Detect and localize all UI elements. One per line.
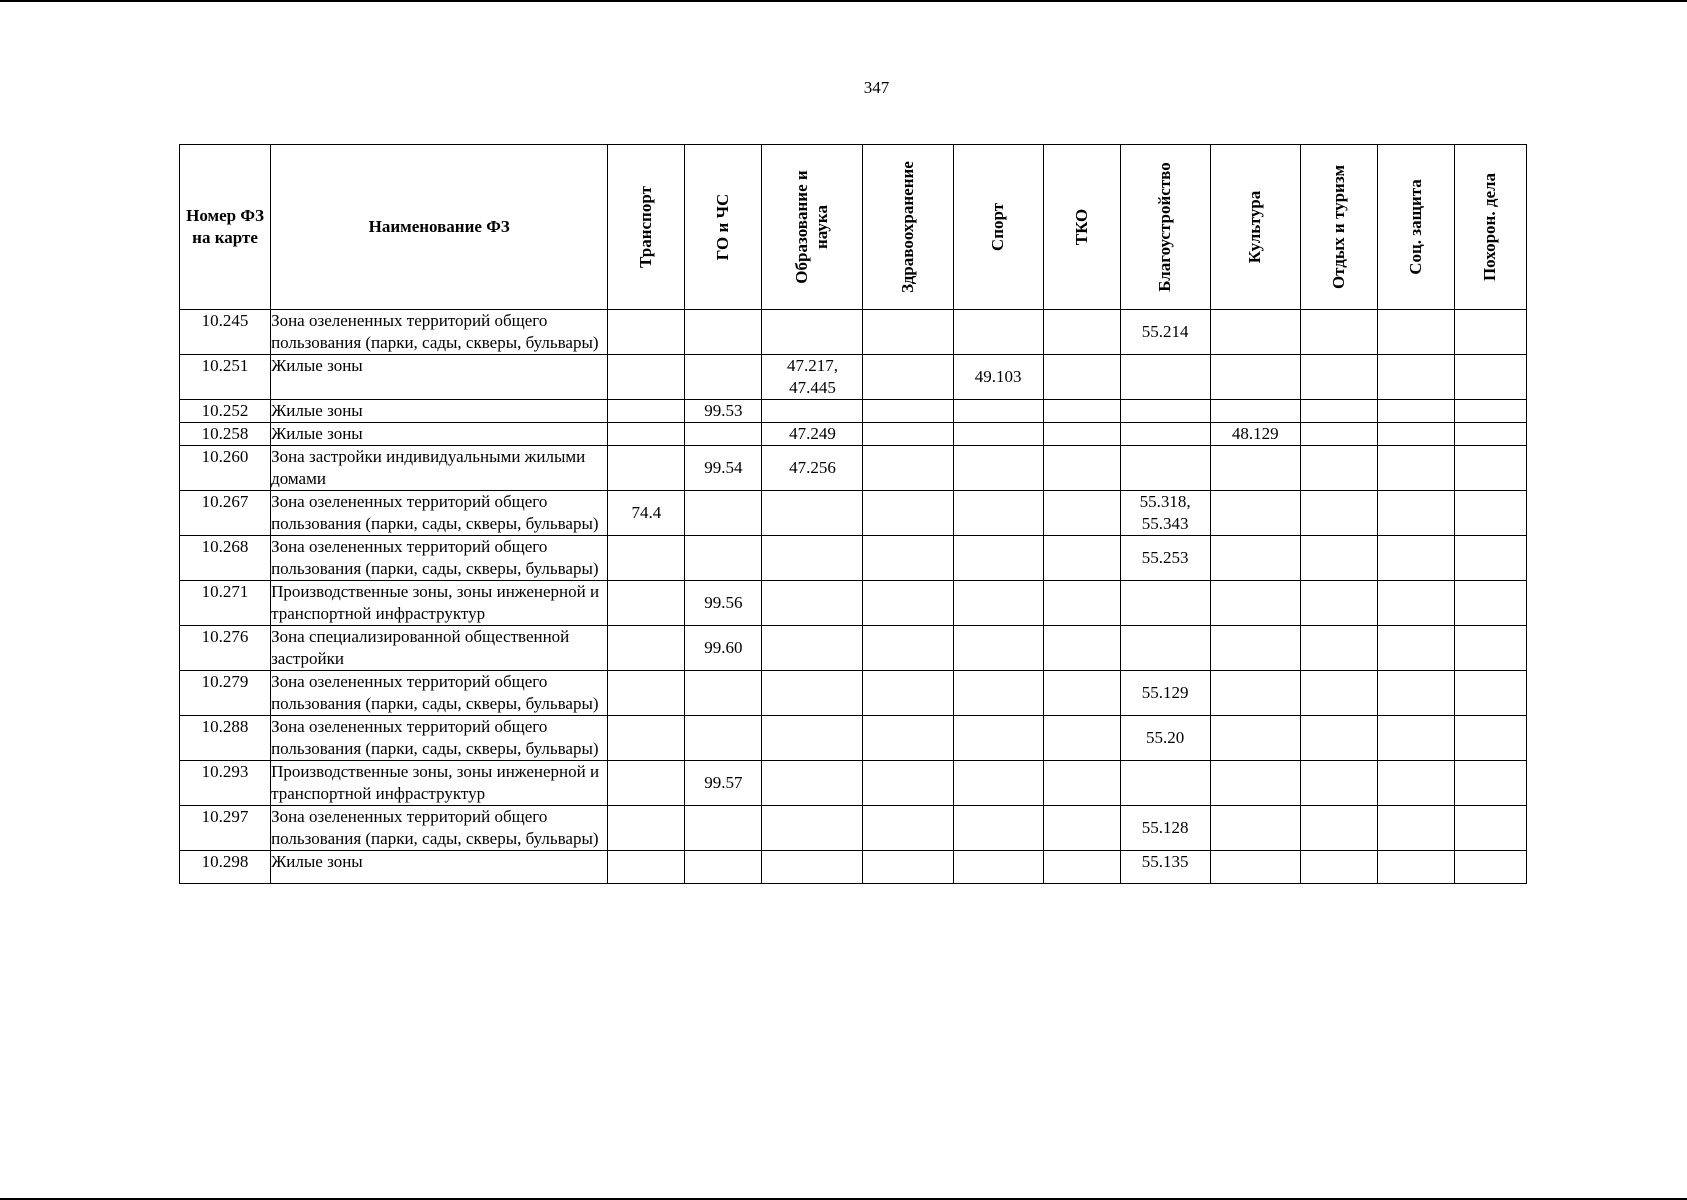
cell-value (1300, 536, 1377, 581)
cell-value: 55.253 (1120, 536, 1210, 581)
cell-value (1377, 806, 1454, 851)
cell-value (1120, 581, 1210, 626)
cell-value (1454, 491, 1526, 536)
cell-value (1043, 806, 1120, 851)
header-label: Культура (1245, 190, 1265, 264)
cell-value (953, 536, 1043, 581)
cell-value (1043, 355, 1120, 400)
cell-value (762, 626, 863, 671)
cell-value (1454, 536, 1526, 581)
cell-value (1120, 446, 1210, 491)
cell-value (1377, 355, 1454, 400)
cell-value (685, 310, 762, 355)
cell-value (1300, 851, 1377, 884)
cell-value (1210, 761, 1300, 806)
cell-value (1454, 446, 1526, 491)
cell-value: 49.103 (953, 355, 1043, 400)
cell-value (863, 400, 953, 423)
cell-value (1454, 806, 1526, 851)
header-number: Номер ФЗ на карте (180, 145, 271, 310)
cell-value (1454, 581, 1526, 626)
functional-zones-table (179, 144, 1527, 884)
cell-zone-number: 10.260 (180, 446, 271, 491)
header-label: Здравоохранение (898, 161, 917, 293)
cell-value (1300, 446, 1377, 491)
cell-value (685, 671, 762, 716)
cell-value (1210, 536, 1300, 581)
cell-value (1043, 626, 1120, 671)
cell-value: 99.60 (685, 626, 762, 671)
header-recreation (1300, 145, 1377, 310)
cell-value (1300, 581, 1377, 626)
header-culture (1210, 145, 1300, 310)
cell-zone-name: Производственные зоны, зоны инженерной и транспортной инфраструктур (271, 581, 608, 626)
cell-value (1210, 491, 1300, 536)
cell-value (762, 716, 863, 761)
cell-value (1120, 423, 1210, 446)
cell-zone-number: 10.251 (180, 355, 271, 400)
header-education (762, 145, 863, 310)
cell-zone-name: Зона озелененных территорий общего пользования (парки, сады, скверы, бульвары) (271, 310, 608, 355)
cell-value (1210, 851, 1300, 884)
cell-value (762, 806, 863, 851)
header-health (863, 145, 953, 310)
cell-value: 55.135 (1120, 851, 1210, 884)
cell-value (1377, 671, 1454, 716)
cell-value (1300, 716, 1377, 761)
cell-zone-number: 10.288 (180, 716, 271, 761)
cell-value (608, 626, 685, 671)
cell-value (608, 851, 685, 884)
cell-value (1043, 310, 1120, 355)
table-row (180, 446, 1527, 491)
cell-value (1043, 761, 1120, 806)
cell-value (685, 423, 762, 446)
cell-value (685, 806, 762, 851)
cell-value (1300, 355, 1377, 400)
cell-zone-number: 10.298 (180, 851, 271, 884)
cell-zone-name: Жилые зоны (271, 423, 608, 446)
cell-value: 99.57 (685, 761, 762, 806)
cell-value (1210, 716, 1300, 761)
cell-value (863, 491, 953, 536)
cell-value (1210, 355, 1300, 400)
cell-value (1377, 626, 1454, 671)
cell-zone-number: 10.271 (180, 581, 271, 626)
cell-zone-number: 10.276 (180, 626, 271, 671)
table-row (180, 581, 1527, 626)
header-social (1377, 145, 1454, 310)
table-row (180, 851, 1527, 884)
table-row (180, 626, 1527, 671)
cell-value (1210, 310, 1300, 355)
cell-value (608, 310, 685, 355)
cell-zone-number: 10.245 (180, 310, 271, 355)
cell-value (1377, 851, 1454, 884)
cell-value (1210, 671, 1300, 716)
cell-value (1043, 491, 1120, 536)
cell-zone-number: 10.268 (180, 536, 271, 581)
cell-value (1210, 806, 1300, 851)
cell-value (1377, 423, 1454, 446)
cell-value (1043, 671, 1120, 716)
cell-value (953, 716, 1043, 761)
cell-value (1377, 536, 1454, 581)
cell-value (1043, 716, 1120, 761)
cell-value (1300, 806, 1377, 851)
cell-value (1210, 446, 1300, 491)
cell-value (863, 581, 953, 626)
table-row (180, 536, 1527, 581)
cell-value (685, 716, 762, 761)
cell-value (953, 761, 1043, 806)
header-label: Отдых и туризм (1328, 164, 1348, 290)
cell-value (685, 355, 762, 400)
cell-zone-name: Жилые зоны (271, 851, 608, 884)
cell-value (1377, 310, 1454, 355)
cell-value (1300, 671, 1377, 716)
cell-value (1300, 423, 1377, 446)
cell-value (762, 581, 863, 626)
cell-value (953, 400, 1043, 423)
header-label: Спорт (988, 202, 1008, 252)
table-row (180, 806, 1527, 851)
header-label: Образование и наука (792, 170, 832, 284)
cell-value (1377, 491, 1454, 536)
table-row (180, 310, 1527, 355)
cell-value (1454, 626, 1526, 671)
cell-value: 55.20 (1120, 716, 1210, 761)
cell-value (1043, 536, 1120, 581)
cell-value (1120, 761, 1210, 806)
cell-value: 48.129 (1210, 423, 1300, 446)
scan-edge-top (0, 0, 1687, 2)
header-transport (608, 145, 685, 310)
header-label: Похорон. дела (1480, 172, 1500, 282)
table-row (180, 491, 1527, 536)
table-row (180, 400, 1527, 423)
cell-zone-name: Жилые зоны (271, 400, 608, 423)
cell-value: 47.249 (762, 423, 863, 446)
cell-value: 55.129 (1120, 671, 1210, 716)
header-label: Соц. защита (1405, 179, 1425, 275)
cell-zone-number: 10.267 (180, 491, 271, 536)
cell-value (863, 716, 953, 761)
cell-value (863, 446, 953, 491)
cell-value (1120, 400, 1210, 423)
cell-value (863, 626, 953, 671)
cell-value (1300, 761, 1377, 806)
cell-value (608, 355, 685, 400)
cell-value (762, 310, 863, 355)
table-body (180, 310, 1527, 884)
cell-value (953, 581, 1043, 626)
cell-zone-name: Зона озелененных территорий общего пользования (парки, сады, скверы, бульвары) (271, 671, 608, 716)
cell-value (1043, 423, 1120, 446)
cell-value (1377, 581, 1454, 626)
cell-value (1300, 491, 1377, 536)
cell-value: 99.53 (685, 400, 762, 423)
cell-value (1043, 446, 1120, 491)
cell-value: 99.56 (685, 581, 762, 626)
cell-value (1210, 626, 1300, 671)
cell-zone-name: Зона озелененных территорий общего пользования (парки, сады, скверы, бульвары) (271, 716, 608, 761)
cell-value (953, 310, 1043, 355)
cell-value (953, 671, 1043, 716)
cell-value (1377, 446, 1454, 491)
cell-zone-name: Зона застройки индивидуальными жилыми домами (271, 446, 608, 491)
cell-zone-number: 10.279 (180, 671, 271, 716)
header-sport (953, 145, 1043, 310)
cell-value (953, 491, 1043, 536)
cell-value (1454, 851, 1526, 884)
cell-value: 47.217, 47.445 (762, 355, 863, 400)
cell-value (608, 806, 685, 851)
cell-zone-name: Зона озелененных территорий общего пользования (парки, сады, скверы, бульвары) (271, 536, 608, 581)
cell-value: 47.256 (762, 446, 863, 491)
cell-value (1454, 716, 1526, 761)
header-label: Транспорт (636, 186, 656, 268)
cell-value (608, 536, 685, 581)
cell-value (608, 400, 685, 423)
cell-zone-number: 10.293 (180, 761, 271, 806)
cell-value (685, 491, 762, 536)
cell-value (762, 761, 863, 806)
cell-value (762, 671, 863, 716)
header-row (180, 145, 1527, 310)
table-row (180, 761, 1527, 806)
cell-value (762, 851, 863, 884)
cell-zone-name: Зона озелененных территорий общего пользования (парки, сады, скверы, бульвары) (271, 491, 608, 536)
cell-value: 55.128 (1120, 806, 1210, 851)
cell-zone-name: Производственные зоны, зоны инженерной и транспортной инфраструктур (271, 761, 608, 806)
header-go-chs (685, 145, 762, 310)
cell-zone-name: Жилые зоны (271, 355, 608, 400)
cell-value (953, 626, 1043, 671)
cell-value (608, 446, 685, 491)
table-row (180, 671, 1527, 716)
cell-value (608, 423, 685, 446)
cell-value (953, 806, 1043, 851)
cell-zone-number: 10.252 (180, 400, 271, 423)
cell-value (685, 536, 762, 581)
cell-value (863, 851, 953, 884)
cell-value (1043, 400, 1120, 423)
cell-value (863, 671, 953, 716)
page-number: 347 (863, 78, 890, 97)
cell-value (762, 536, 863, 581)
cell-value: 99.54 (685, 446, 762, 491)
cell-value (1300, 310, 1377, 355)
cell-value (1454, 355, 1526, 400)
cell-value (1454, 423, 1526, 446)
cell-value (863, 310, 953, 355)
cell-value (1120, 355, 1210, 400)
header-label: ТКО (1071, 208, 1091, 246)
cell-value (953, 423, 1043, 446)
cell-value (1454, 310, 1526, 355)
cell-value (608, 716, 685, 761)
cell-value (953, 446, 1043, 491)
cell-zone-name: Зона озелененных территорий общего пользования (парки, сады, скверы, бульвары) (271, 806, 608, 851)
cell-value (1454, 761, 1526, 806)
cell-value (1120, 626, 1210, 671)
header-improvement (1120, 145, 1210, 310)
cell-zone-name: Зона специализированной общественной застройки (271, 626, 608, 671)
header-label: ГО и ЧС (713, 193, 733, 261)
table-row (180, 716, 1527, 761)
cell-value: 74.4 (608, 491, 685, 536)
cell-value (762, 491, 863, 536)
cell-value (1210, 400, 1300, 423)
cell-zone-number: 10.258 (180, 423, 271, 446)
header-tko (1043, 145, 1120, 310)
cell-value (1454, 400, 1526, 423)
header-name: Наименование ФЗ (271, 145, 608, 310)
cell-value (863, 536, 953, 581)
cell-value (1377, 761, 1454, 806)
table-row (180, 355, 1527, 400)
header-label: Благоустройство (1155, 162, 1175, 292)
cell-value (863, 806, 953, 851)
cell-value (1300, 626, 1377, 671)
cell-value (1300, 400, 1377, 423)
cell-value (608, 761, 685, 806)
cell-value (863, 761, 953, 806)
cell-value (1043, 581, 1120, 626)
cell-value (1210, 581, 1300, 626)
cell-value (685, 851, 762, 884)
cell-value (1377, 716, 1454, 761)
cell-value (863, 423, 953, 446)
header-funeral (1454, 145, 1526, 310)
cell-value (953, 851, 1043, 884)
cell-value (863, 355, 953, 400)
cell-zone-number: 10.297 (180, 806, 271, 851)
cell-value (608, 671, 685, 716)
cell-value (762, 400, 863, 423)
cell-value (1454, 671, 1526, 716)
cell-value: 55.214 (1120, 310, 1210, 355)
cell-value (1377, 400, 1454, 423)
table-row (180, 423, 1527, 446)
cell-value: 55.318, 55.343 (1120, 491, 1210, 536)
cell-value (1043, 851, 1120, 884)
cell-value (608, 581, 685, 626)
